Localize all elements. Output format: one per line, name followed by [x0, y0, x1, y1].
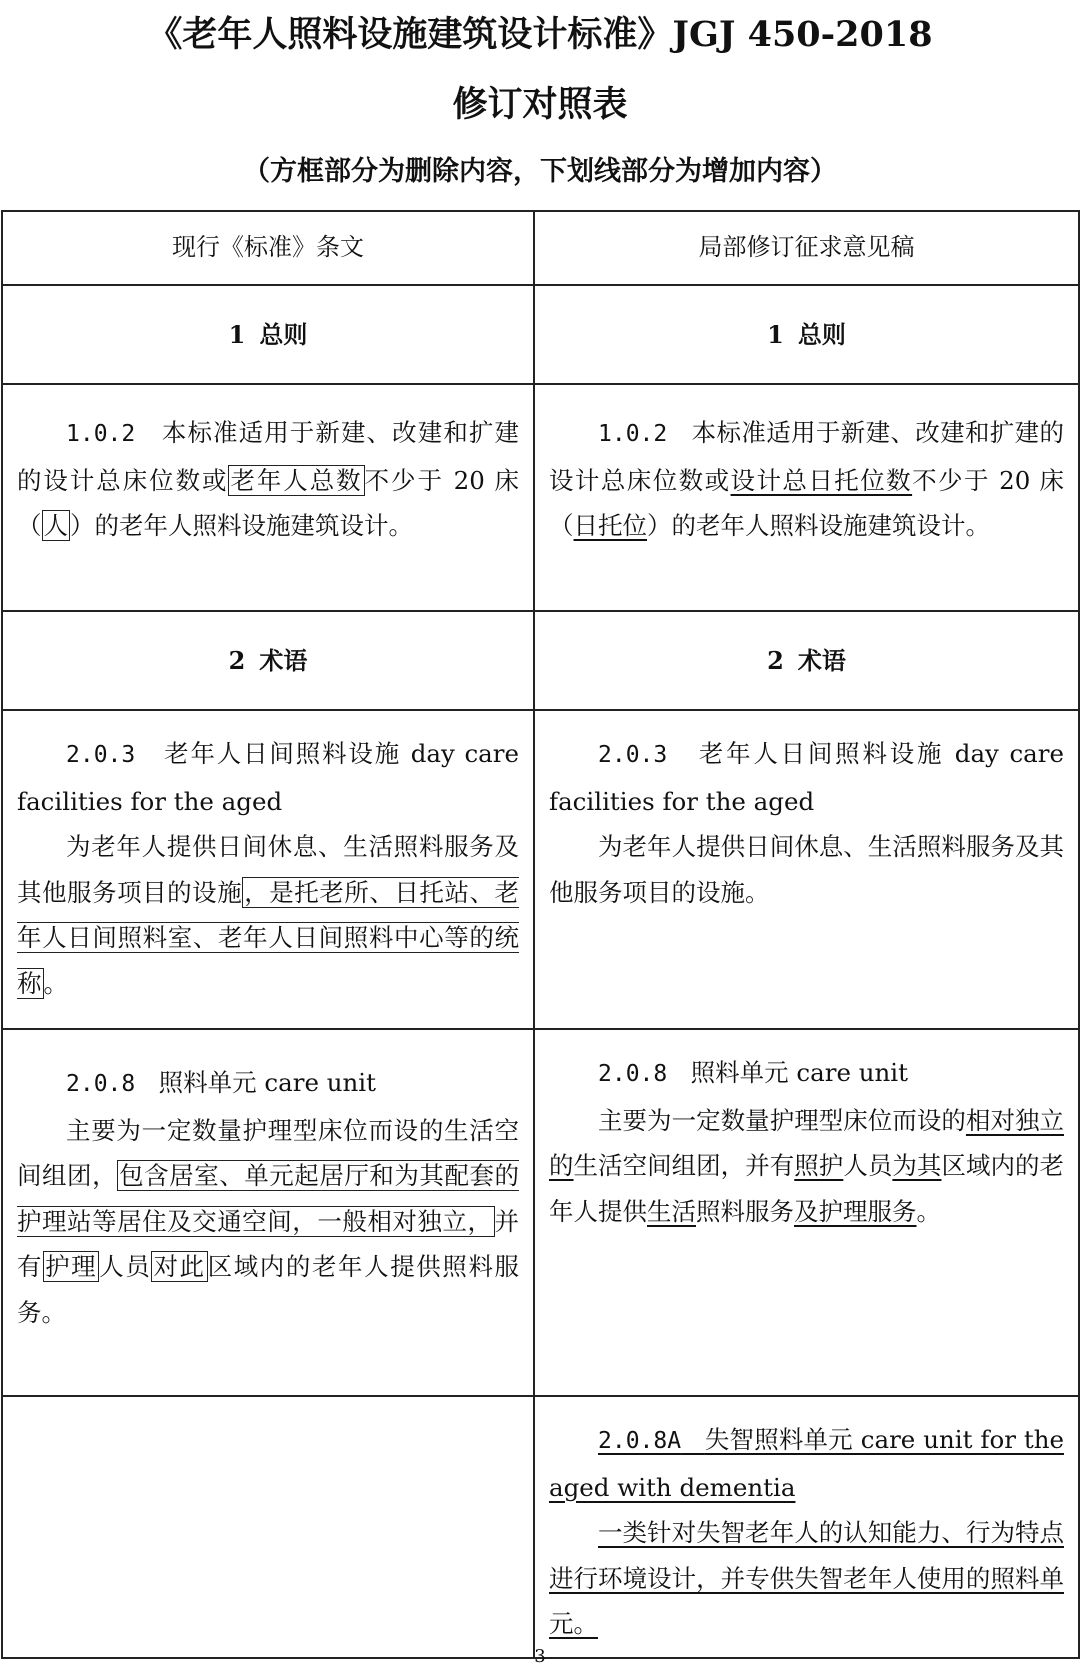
added-text: 生活: [647, 1196, 696, 1226]
clause-2-0-8-draft: 2.0.8 照料单元 care unit 主要为一定数量护理型床位而设的相对独立的生活空间组团，并有照护人员为其区域内的老年人提供生活照料服务及护理服务。: [534, 1029, 1079, 1396]
deleted-text: 对此: [153, 1252, 206, 1281]
table-row: [2, 384, 1079, 611]
added-text: 为其: [892, 1151, 942, 1180]
clause-number: 2.0.8A: [598, 1428, 682, 1454]
legend-note: （方框部分为删除内容，下划线部分为增加内容）: [243, 156, 837, 187]
clause-2-0-3-draft: 2.0.3 老年人日间照料设施 day care facilities for the aged 为老年人提供日间休息、生活照料服务及其他服务项目的设施。: [534, 710, 1079, 1029]
clause-number: 1.0.2: [598, 421, 668, 447]
clause-2-0-3-current: 2.0.3 老年人日间照料设施 day care facilities for the aged 为老年人提供日间休息、生活照料服务及其他服务项目的设施，是托老所、日托站、老年人日间照料室、老年人日间照料中心等的统称。: [2, 710, 534, 1029]
table-row: [2, 1029, 1079, 1396]
clause-number: 2.0.8: [598, 1061, 668, 1087]
page-number: 3: [534, 1646, 546, 1667]
added-text: 设计总日托位数: [730, 465, 913, 495]
header-current-standard: 现行《标准》条文: [2, 211, 534, 285]
section-heading-left: 2 术语: [2, 611, 534, 710]
clause-1-0-2-current: 1.0.2 本标准适用于新建、改建和扩建的设计总床位数或老年人总数不少于 20 床（人）的老年人照料设施建筑设计。: [2, 384, 534, 611]
added-text: 相对独立的: [549, 1105, 1065, 1180]
deleted-text: ，是托老所、日托站、老年人日间照料室、老年人日间照料中心等的统称: [17, 877, 520, 998]
section-heading-left: 1 总则: [2, 285, 534, 384]
added-text: 及护理服务: [794, 1196, 917, 1226]
section-heading-right: 2 术语: [534, 611, 1079, 710]
clause-number: 2.0.3: [598, 742, 668, 768]
section-row-general: [2, 285, 1079, 384]
section-heading-right: 1 总则: [534, 285, 1079, 384]
added-text: 照护: [794, 1151, 844, 1180]
header-revision-draft: 局部修订征求意见稿: [534, 211, 1079, 285]
deleted-text: 人: [43, 511, 68, 540]
clause-number: 2.0.3: [66, 742, 136, 768]
clause-2-0-8-current: 2.0.8 照料单元 care unit 主要为一定数量护理型床位而设的生活空间组团，包含居室、单元起居厅和为其配套的护理站等居住及交通空间，一般相对独立，并有护理人员对此区域内的老年人提供照料服务。: [2, 1029, 534, 1396]
deleted-text: 护理: [45, 1252, 98, 1281]
deleted-text: 老年人总数: [230, 465, 363, 495]
section-row-terms: [2, 611, 1079, 710]
clause-number: 2.0.8: [66, 1071, 136, 1097]
table-row: [2, 1396, 1079, 1658]
table-row: [2, 710, 1079, 1029]
document-subtitle: 修订对照表: [452, 84, 628, 125]
clause-number: 1.0.2: [66, 421, 136, 447]
clause-2-0-8a-draft: 2.0.8A 失智照料单元 care unit for the aged with dementia 一类针对失智老年人的认知能力、行为特点进行环境设计，并专供失智老年人使用的照料单元。: [534, 1396, 1079, 1658]
deleted-text: 包含居室、单元起居厅和为其配套的护理站等居住及交通空间，一般相对独立，: [17, 1161, 520, 1236]
table-header-row: [2, 211, 1079, 285]
clause-1-0-2-draft: 1.0.2 本标准适用于新建、改建和扩建的设计总床位数或设计总日托位数不少于 20 床（日托位）的老年人照料设施建筑设计。: [534, 384, 1079, 611]
document-title: 《老年人照料设施建筑设计标准》JGJ 450-2018: [147, 14, 933, 55]
added-text: 一类针对失智老年人的认知能力、行为特点进行环境设计，并专供失智老年人使用的照料单元。: [549, 1518, 1064, 1638]
added-text: 日托位: [573, 511, 647, 540]
clause-2-0-8a-current-empty: [2, 1396, 534, 1658]
comparison-table: [1, 210, 1080, 1659]
